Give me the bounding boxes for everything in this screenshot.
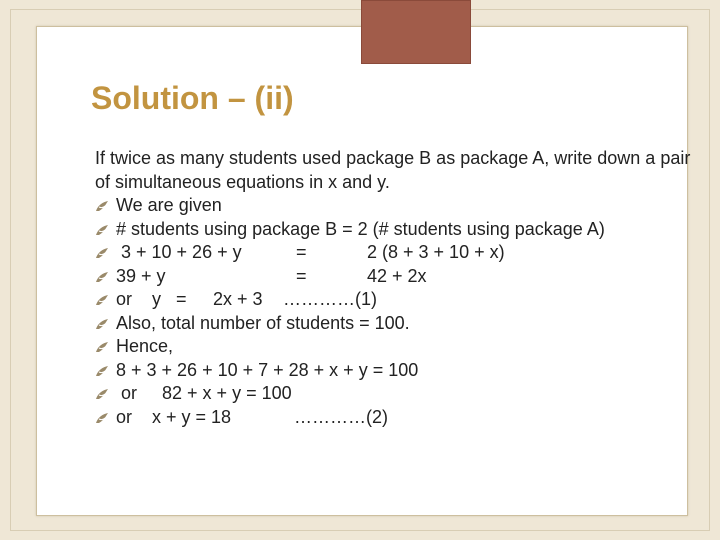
list-item [95, 312, 695, 336]
list-item [95, 194, 695, 218]
equation-lhs: 3 + 10 + 26 + y [121, 242, 242, 262]
fleuron-icon [95, 411, 109, 425]
list-item [95, 218, 695, 242]
also-text: Also, total number of students = 100. [116, 312, 410, 333]
hence-text: Hence, [116, 336, 174, 356]
list-item [95, 406, 695, 430]
equation-equals: = [296, 265, 307, 286]
fleuron-icon [95, 317, 109, 331]
equation-rhs: 2 (8 + 3 + 10 + x) [367, 242, 505, 262]
fleuron-icon [95, 270, 109, 284]
given-text: We are given [116, 195, 222, 215]
equation-rhs: 2x + 3 [213, 289, 263, 309]
list-item [95, 359, 695, 383]
fleuron-icon [95, 364, 109, 378]
list-item [95, 382, 695, 406]
equation-expr: x + y = 18 [152, 406, 232, 427]
equation-expr: 82 + x + y = 100 [162, 383, 292, 403]
list-item [95, 241, 695, 265]
equation-rhs: 42 + 2x [367, 265, 427, 286]
fleuron-icon [95, 246, 109, 260]
equation-ref: …………(2) [294, 406, 389, 427]
equation-ref: …………(1) [283, 289, 378, 309]
definition-text: # students using package B = 2 (# students using package A) [116, 218, 605, 239]
slide-title: Solution – (ii) [91, 80, 294, 116]
bullet-list [95, 194, 695, 429]
fleuron-icon [95, 293, 109, 307]
slide-content [95, 147, 695, 429]
equation-equals: = [176, 289, 187, 309]
equation-lhs: 39 + y [116, 265, 166, 286]
list-item [95, 265, 695, 289]
list-item [95, 335, 695, 359]
decorative-tab [361, 0, 471, 64]
fleuron-icon [95, 340, 109, 354]
or-word: or [121, 383, 138, 403]
problem-statement: If twice as many students used package B as package A, write down a pair of simultaneous equations in x and y. [95, 148, 691, 192]
or-word: or [116, 289, 133, 309]
list-item [95, 288, 695, 312]
or-word: or [116, 406, 133, 427]
equation-equals: = [296, 242, 307, 262]
equation-y: y [152, 289, 162, 309]
fleuron-icon [95, 223, 109, 237]
fleuron-icon [95, 199, 109, 213]
fleuron-icon [95, 387, 109, 401]
sum-equation: 8 + 3 + 26 + 10 + 7 + 28 + x + y = 100 [116, 359, 419, 380]
